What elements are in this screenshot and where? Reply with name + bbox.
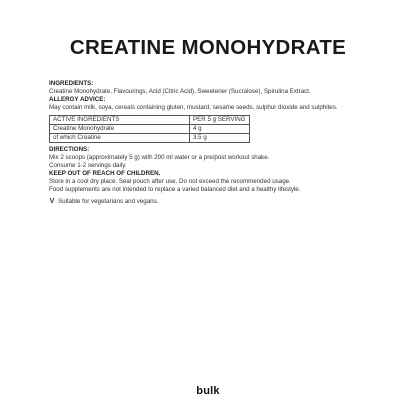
table-cell: of which Creatine	[50, 134, 190, 143]
storage-text: Store in a cool dry place. Seal pouch after use. Do not exceed the recommended usage. Food supplements are not intended to replace a varied balanced diet and a healthy lifestyle.	[49, 178, 301, 193]
vegan-note	[49, 198, 379, 206]
allergy-heading: ALLERGY ADVICE:	[49, 96, 106, 103]
table-cell: 4 g	[190, 125, 250, 134]
table-cell: 3.5 g	[190, 134, 250, 143]
active-ingredients-table	[49, 115, 250, 143]
directions-heading: DIRECTIONS:	[49, 146, 90, 153]
ingredients-text: Creatine Monohydrate, Flavourings, Acid (Citric Acid), Sweetener (Sucralose), Spirulina Extract.	[49, 88, 311, 95]
table-header-cell: PER 5 g SERVING	[190, 116, 250, 125]
directions-text: Mix 2 scoops (approximately 5 g) with 200 ml water or a pre/post workout shake. Consume 1-2 servings daily.	[49, 154, 270, 169]
table-header-cell: ACTIVE INGREDIENTS	[50, 116, 190, 125]
product-title: CREATINE MONOHYDRATE	[69, 36, 347, 59]
ingredients-heading: INGREDIENTS:	[49, 80, 94, 87]
label-content	[49, 80, 379, 206]
table-row	[50, 125, 250, 134]
brand-logo: bulk	[196, 385, 220, 397]
table-row	[50, 134, 250, 143]
storage-heading: KEEP OUT OF REACH OF CHILDREN.	[49, 170, 161, 177]
vegan-v-icon: V	[49, 198, 55, 205]
allergy-text: May contain milk, soya, cereals containing gluten, mustard, sesame seeds, sulphur dioxide and sulphites.	[49, 104, 338, 111]
table-header-row	[50, 116, 250, 125]
vegan-text: Suitable for vegetarians and vegans.	[58, 198, 159, 205]
table-cell: Creatine Monohydrate	[50, 125, 190, 134]
